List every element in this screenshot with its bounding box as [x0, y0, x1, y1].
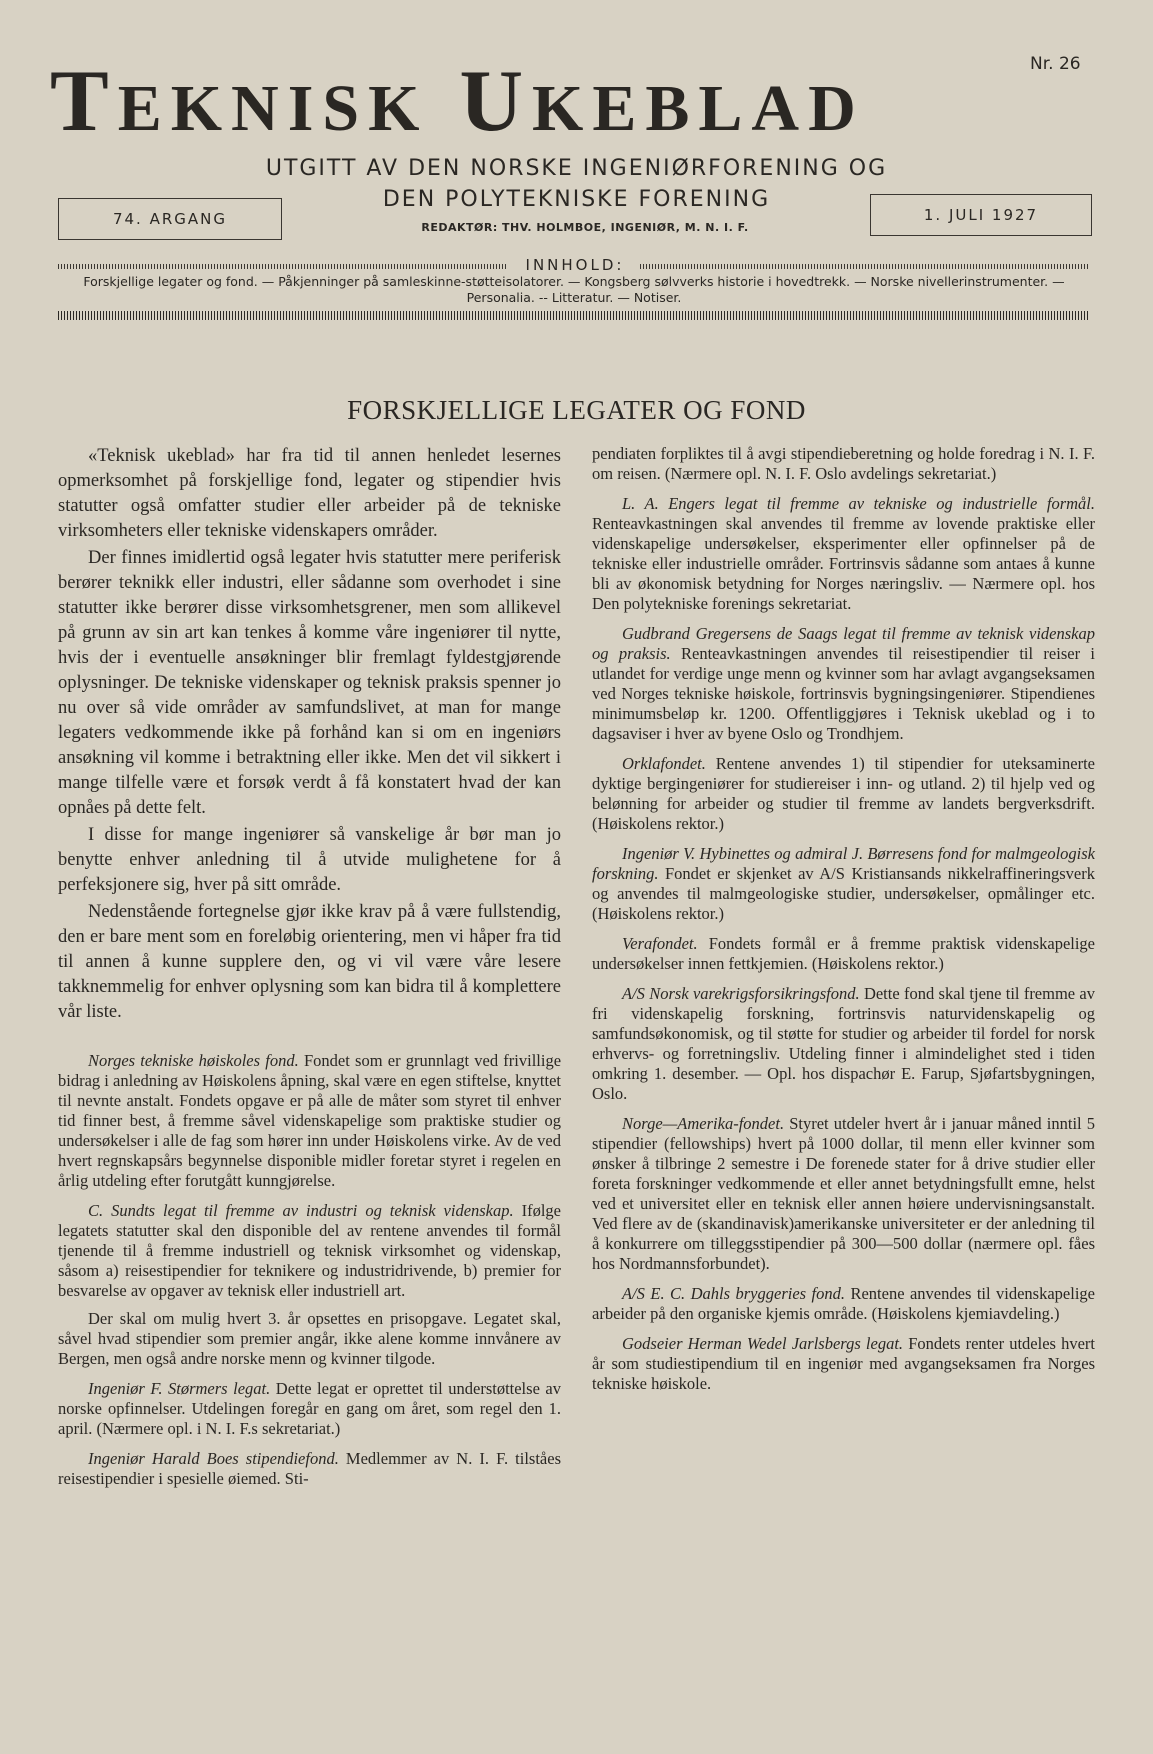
fund-title: Ingeniør F. Størmers legat.	[88, 1379, 271, 1398]
fund-title: Orklafondet.	[622, 754, 706, 773]
title-initial-1: T	[50, 53, 118, 150]
fund-entry	[592, 1284, 1095, 1324]
title-rest-2: KEBLAD	[532, 72, 865, 145]
contents-text: Forskjellige legater og fond. — Påkjenninger på samleskinne-støtteisolatorer. — Kongsberg sølvverks historie i hovedtrekk. — Norske nivellerinstrumenter. — Personalia. -- Litteratur. — Notiser.	[83, 274, 1065, 305]
publisher-line-1: UTGITT AV DEN NORSKE INGENIØRFORENING OG	[265, 156, 888, 181]
fund-entry	[592, 1334, 1095, 1394]
masthead-title	[50, 53, 1090, 150]
fund-entry	[592, 984, 1095, 1104]
fund-entry	[592, 844, 1095, 924]
fund-text: Rentene anvendes til videnskapelige arbeider på den organiske kjemis område. (Høiskolens kjemiavdeling.)	[592, 1284, 1095, 1323]
editor-line: REDAKTØR: THV. HOLMBOE, INGENIØR, M. N. I. F.	[421, 221, 749, 234]
article-paragraph: Nedenstående fortegnelse gjør ikke krav på å være fullstendig, den er bare ment som en foreløbig orientering, men vi håper fra tid til annen å kunne supplere den, og vi vil være våre lesere takknemmelig for enhver oplysning som kan bidra til å komplettere vår liste.	[58, 902, 561, 1022]
fund-text: Medlemmer av N. I. F. tilståes reisestipendier i spesielle øiemed. Sti-	[58, 1449, 561, 1488]
volume-label: 74. ARGANG	[112, 210, 228, 228]
contents-rule-left	[58, 264, 508, 269]
fund-text: Renteavkastningen skal anvendes til fremme av lovende praktiske eller videnskapelige undersøkelser, eksperimenter eller opfinnelser på de tekniske eller industrielle områder. Fortrinsvis sådanne som antaes å kunne bli av økonomisk betydning for Norges næringsliv. — Nærmere opl. hos Den polytekniske forenings sekretariat.	[592, 514, 1095, 613]
fund-entry	[592, 444, 1095, 484]
contents-label: INNHOLD:	[525, 256, 625, 274]
fund-title: Gudbrand Gregersens de Saags legat til fremme av teknisk videnskap og praksis.	[592, 624, 1095, 663]
volume-box	[58, 198, 282, 240]
fund-title: Ingeniør Harald Boes stipendiefond.	[88, 1449, 339, 1468]
fund-title: Norge—Amerika-fondet.	[622, 1114, 785, 1133]
fund-entry	[58, 1309, 561, 1369]
fund-entry	[592, 934, 1095, 974]
fund-text: pendiaten forpliktes til å avgi stipendieberetning og holde foredrag i N. I. F. om reisen. (Nærmere opl. N. I. F. Oslo avdelings sekretariat.)	[592, 444, 1095, 483]
fund-text: Der skal om mulig hvert 3. år opsettes en prisopgave. Legatet skal, såvel hvad stipendier som premier angår, ikke alene komme innvånere av Bergen, men også andre norske menn og kvinner tilgode.	[58, 1309, 561, 1368]
fund-text: Fondet som er grunnlagt ved frivillige bidrag i anledning av Høiskolens åpning, skal være en egen stiftelse, knyttet til nevnte anstalt. Fondets opgave er på alle de måter som styret til enhver tid finner best, å fremme såvel videnskapelige som praktiske studier og undersøkelser i alle de fag som hører inn under Høiskolens virke. Av de ved hvert regnskapsårs begynnelse disponible midler foretar styret i regelen en årlig utdeling efter forutgått kunngjørelse.	[58, 1051, 562, 1190]
fund-title: Norges tekniske høiskoles fond.	[88, 1051, 299, 1070]
article-paragraph: «Teknisk ukeblad» har fra tid til annen henledet lesernes opmerksomhet på forskjellige fond, legater og stipendier hvis statutter også omfatter studier eller arbeider på de tekniske virksomheters eller tekniske videnskapers områder.	[58, 446, 561, 541]
fund-title: Ingeniør V. Hybinettes og admiral J. Børresens fond for malmgeologisk forskning.	[592, 844, 1095, 883]
fund-text: Fondet er skjenket av A/S Kristiansands nikkelraffineringsverk og anvendes til malmgeologiske studier, undersøkelser, opmålinger etc. (Høiskolens rektor.)	[592, 864, 1095, 923]
fund-entry	[592, 1114, 1095, 1274]
fund-text: Dette legat er oprettet til understøttelse av norske opfinnelser. Utdelingen foregår en gang om året, som regel den 1. april. (Nærmere opl. i N. I. F.s sekretariat.)	[58, 1379, 562, 1438]
fund-entry	[592, 754, 1095, 834]
title-initial-2: U	[459, 53, 533, 150]
fund-text: Ifølge legatets statutter skal den disponible del av rentene anvendes til formål tjenende til å fremme industriell og teknisk virksomhet og videnskap, såsom a) reisestipendier for teknikere og industridrivende, b) premier for besvarelse av opgaver av teknisk eller industriell art.	[58, 1201, 561, 1300]
fund-entry	[58, 1379, 561, 1439]
fund-title: A/S E. C. Dahls bryggeries fond.	[622, 1284, 845, 1303]
fund-entry	[58, 1449, 561, 1489]
fund-text: Fondets formål er å fremme praktisk videnskapelige undersøkelser innen fettkjemien. (Høiskolens rektor.)	[592, 934, 1096, 973]
fund-entry	[58, 1051, 561, 1191]
contents-rule-right	[640, 264, 1090, 269]
article-paragraph: Der finnes imidlertid også legater hvis statutter mere periferisk berører teknikk eller industri, eller sådanne som overhodet i sine statutter ikke berører disse virksomhetsgrener, men som allikevel på grunn av sin art kan tenkes å komme våre ingeniører til nytte, hvis der i eventuelle ansøkninger blir fremlagt fyldestgjørende oplysninger. De tekniske videnskaper og teknisk praksis spenner jo nu over så vide områder av samfundslivet, at man for mange legaters vedkommende ikke på forhånd kan si om en ingeniørs ansøkning vil komme i betraktning eller ikke. Men det vil sikkert i mange tilfelle være et forsøk verdt å få konstatert hvad der kan opnåes på dette felt.	[58, 548, 561, 818]
fund-text: Renteavkastningen anvendes til reisestipendier til reiser i utlandet for verdige unge menn og kvinner som har avlagt avgangseksamen ved Norges tekniske høiskole, fortrinsvis bygningsingeniører. Stipendienes minimumsbeløp kr. 1200. Offentliggjøres i Teknisk ukeblad og i to dagsaviser i hver av byene Oslo og Trondhjem.	[592, 644, 1096, 743]
fund-entry	[592, 494, 1095, 614]
contents-bottom-rule	[58, 311, 1090, 320]
fund-text: Styret utdeler hvert år i januar måned inntil 5 stipendier (fellowships) hvert på 1000 dollar, til menn eller kvinner som ønsker å tilbringe 2 semestre i De forenede stater for å drive studier eller foreta forskninger vedkommende et eller annet betydningsfullt emne, helst ved et universitet eller en teknisk eller annen høiere undervisningsanstalt. Ved flere av de (skandinavisk)amerikanske universiteter er der anledning til å konkurrere om tilleggsstipendier på 300—500 dollar (nærmere opl. fåes hos Nordmannsforbundet).	[592, 1114, 1095, 1273]
fund-text: Rentene anvendes 1) til stipendier for uteksaminerte dyktige bergingeniører for studiereiser i inn- og utland. 2) til hjelp ved og belønning for arbeider og studier til fremme av landets bergverksdrift. (Høiskolens rektor.)	[592, 754, 1095, 833]
fund-title: Verafondet.	[622, 934, 698, 953]
publisher-line-2: DEN POLYTEKNISKE FORENING	[382, 187, 771, 212]
right-column	[592, 444, 1095, 1394]
left-column	[58, 444, 561, 1489]
title-rest-1: EKNISK	[117, 72, 429, 145]
fund-title: C. Sundts legat til fremme av industri og teknisk videnskap.	[88, 1201, 514, 1220]
fund-title: L. A. Engers legat til fremme av tekniske og industrielle formål.	[622, 494, 1095, 513]
fund-text: Dette fond skal tjene til fremme av fri videnskapelig forskning, fortrinsvis naturvidenskapelig og samfundsøkonomisk, og til støtte for studier og arbeider til fordel for norsk erhvervs- og forretningsliv. Utdeling finner i almindelighet sted i tiden omkring 1. desember. — Opl. hos dispachør E. Farup, Sjøfartsbygningen, Oslo.	[592, 984, 1096, 1103]
fund-title: Godseier Herman Wedel Jarlsbergs legat.	[622, 1334, 904, 1353]
fund-title: A/S Norsk varekrigsforsikringsfond.	[622, 984, 860, 1003]
article-heading: FORSKJELLIGE LEGATER OG FOND	[347, 395, 806, 425]
fund-text: Fondets renter utdeles hvert år som studiestipendium til en ingeniør med avgangseksamen fra Norges tekniske høiskole.	[592, 1334, 1096, 1393]
article-paragraph: I disse for mange ingeniører så vanskelige år bør man jo benytte enhver anledning til å utvide mulighetene for å perfeksjonere sig, hver på sitt område.	[58, 825, 561, 895]
fund-entry	[58, 1201, 561, 1301]
fund-entry	[592, 624, 1095, 744]
date-label: 1. JULI 1927	[923, 206, 1039, 224]
issue-number: Nr. 26	[1030, 54, 1081, 74]
date-box	[870, 194, 1092, 236]
